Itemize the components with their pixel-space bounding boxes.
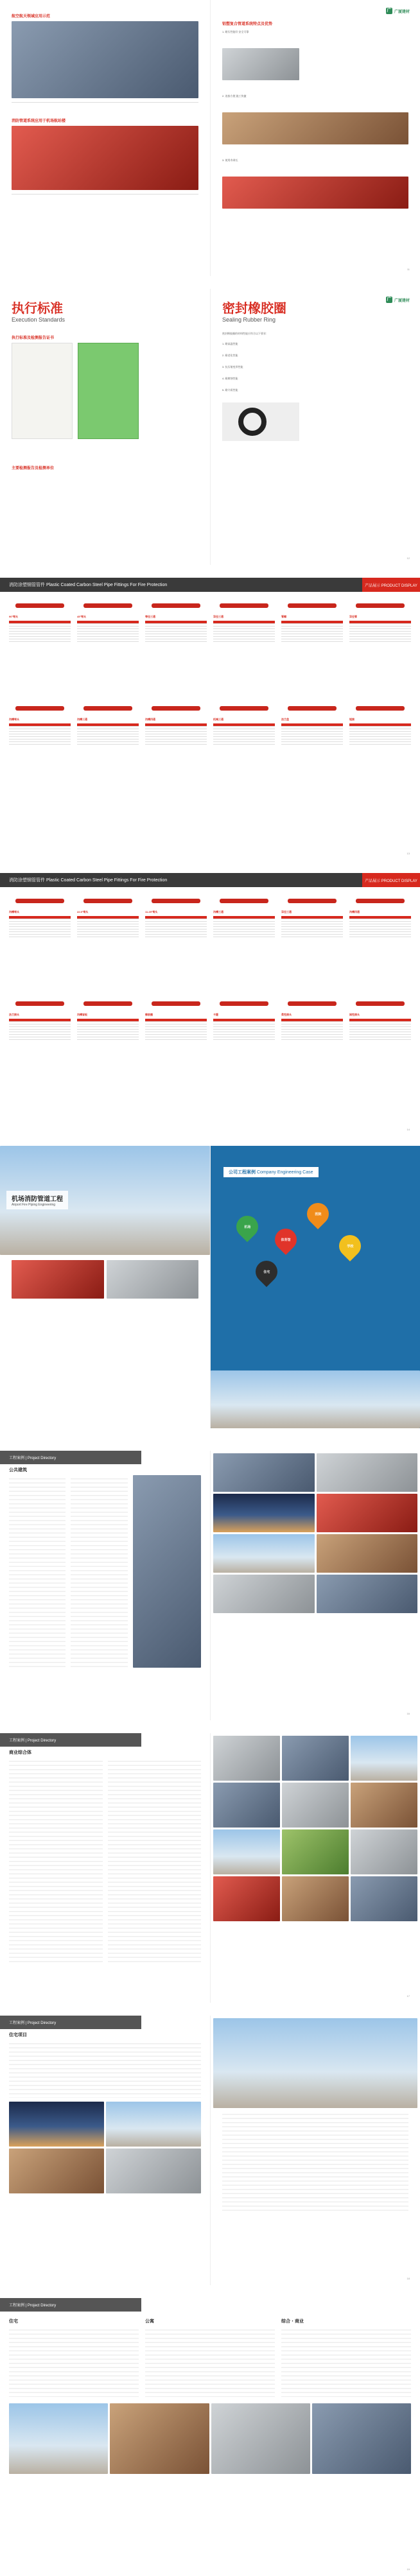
spread-project-dir-4: 工程案例 | Project Directory 住宅 公寓 综合・商业 19 (0, 2298, 420, 2576)
pipe-photo (12, 126, 198, 190)
fitting-icon (281, 996, 343, 1010)
product-item: 90°弯头 (9, 598, 71, 695)
project-photo (213, 1453, 315, 1492)
detail-photo (107, 1260, 199, 1299)
logo-icon: 广 (387, 8, 392, 13)
logo-icon: 广 (387, 297, 392, 302)
fitting-icon (9, 996, 71, 1010)
product-item: 异径管 (349, 598, 411, 695)
project-photo (211, 2403, 310, 2474)
product-item: 异径三通 (213, 598, 275, 695)
project-photo (213, 2018, 417, 2108)
standards-subtitle: Execution Standards (12, 316, 66, 323)
section-title: 铝塑复合管道系统特点及优势 (222, 22, 273, 26)
project-list (71, 1475, 127, 1668)
project-list (108, 1758, 202, 1963)
project-photo (9, 2102, 104, 2147)
project-photo (110, 2403, 209, 2474)
spread-project-dir-2 (0, 1733, 420, 2003)
project-list (9, 2326, 139, 2397)
fitting-icon (213, 701, 275, 715)
fitting-icon (145, 701, 207, 715)
display-badge: 产品展示 PRODUCT DISPLAY (362, 873, 420, 887)
product-item: 刚性接头 (349, 996, 411, 1093)
photo-half (210, 2016, 420, 2285)
pin-cluster (211, 1177, 420, 1306)
project-photo (282, 1829, 349, 1874)
project-photo (213, 1534, 315, 1573)
product-banner: 消防涂塑钢管管件 Plastic Coated Carbon Steel Pipe Fittings For Fire Protection 产品展示 PRODUCT DISPLAY (0, 873, 420, 887)
fitting-icon (9, 894, 71, 908)
feature-item: 1. 耐压性能好 安全可靠 (222, 30, 249, 33)
rubber-item: 5. 耐介质性能 (222, 388, 238, 392)
directory-half: 工程案例 | Project Directory 商业综合体 (0, 1733, 210, 2003)
product-item: 柔性接头 (281, 996, 343, 1093)
map-pin: 医院 (302, 1198, 333, 1229)
page-number: 18 (407, 2277, 410, 2280)
page-number: 17 (407, 1994, 410, 1998)
product-item: 橡胶圈 (145, 996, 207, 1093)
fitting-icon (9, 701, 71, 715)
product-item: 卡箍 (213, 996, 275, 1093)
page-number: 19 (407, 2568, 410, 2571)
stadium-photo (211, 1370, 420, 1428)
feature-item: 3. 使用寿命长 (222, 159, 238, 162)
project-photo (9, 2148, 104, 2193)
fitting-icon (145, 996, 207, 1010)
rubber-item: 4. 耐腐蚀性能 (222, 377, 238, 380)
airport-hall-photo (0, 1146, 210, 1255)
product-item: 沟槽三通 (213, 894, 275, 990)
product-item: 沟槽三通 (77, 701, 139, 797)
product-item: 等径三通 (145, 598, 207, 695)
page-number: 14 (407, 1128, 410, 1131)
fitting-icon (349, 894, 411, 908)
project-photo (213, 1876, 280, 1921)
airport-half (0, 1146, 210, 1428)
project-photo (106, 2148, 201, 2193)
directory-header: 工程案例 | Project Directory (0, 1451, 141, 1464)
fitting-icon (213, 996, 275, 1010)
project-list (9, 1475, 66, 1668)
project-photo (351, 1736, 417, 1781)
project-photo (317, 1453, 418, 1492)
directory-header: 工程案例 | Project Directory (0, 2298, 141, 2312)
fitting-icon (145, 598, 207, 612)
product-item: 短接 (349, 701, 411, 797)
product-item: 法兰盘 (281, 701, 343, 797)
rubber-item: 3. 抗压缩变形性能 (222, 365, 243, 368)
project-photo (351, 1876, 417, 1921)
fitting-icon (77, 598, 139, 612)
directory-header: 工程案例 | Project Directory (0, 1733, 141, 1747)
project-photo (317, 1494, 418, 1532)
right-half (210, 0, 420, 276)
project-photo (213, 1783, 280, 1828)
map-pin: 住宅 (251, 1256, 282, 1287)
product-item: 异径三通 (281, 894, 343, 990)
product-grid (0, 887, 420, 1099)
spread-products-1 (0, 578, 420, 860)
page-number: 12 (407, 557, 410, 560)
project-photo (312, 2403, 411, 2474)
product-item: 沟槽四通 (349, 894, 411, 990)
diagram-photo (222, 48, 299, 80)
project-list (222, 2111, 408, 2213)
product-item: 法兰接头 (9, 996, 71, 1093)
product-item: 11.25°弯头 (145, 894, 207, 990)
report-doc (78, 343, 139, 439)
fitting-icon (349, 996, 411, 1010)
product-item: 机械三通 (213, 701, 275, 797)
product-item: 管帽 (281, 598, 343, 695)
product-item: 22.5°弯头 (77, 894, 139, 990)
detail-photo (12, 1260, 104, 1299)
rubber-half: 广 广厦建材 密封橡胶圈 Sealing Rubber Ring 密封橡胶圈的材料性能应符合以下要求： 1. 耐高温性能 2. 耐老化性能 3. 抗压缩变形性能 4. 耐腐蚀性能 5. 耐介质性能 12 (210, 289, 420, 565)
standard-doc (12, 343, 73, 439)
section-title: 航空航天领域应用示范 (12, 15, 51, 19)
rubber-ring-image (222, 402, 299, 441)
project-photo (213, 1575, 315, 1613)
feature-item: 2. 连接方便 施工快捷 (222, 94, 247, 98)
rubber-subtitle: Sealing Rubber Ring (222, 316, 276, 323)
company-case-title: 公司工程案例 Company Engineering Case (223, 1167, 319, 1177)
spread-application (0, 0, 420, 276)
spread-products-2 (0, 873, 420, 1136)
product-item: 沟槽弯头 (9, 701, 71, 797)
project-photo (106, 2102, 201, 2147)
project-photo (133, 1475, 201, 1668)
page-number: 13 (407, 852, 410, 855)
feature-list (222, 30, 408, 209)
product-item: 45°弯头 (77, 598, 139, 695)
directory-header: 工程案例 | Project Directory (0, 2016, 141, 2029)
product-grid (0, 592, 420, 804)
fitting-icon (213, 598, 275, 612)
rubber-title: 密封橡胶圈 (222, 302, 286, 316)
display-badge: 产品展示 PRODUCT DISPLAY (362, 578, 420, 592)
project-list (281, 2326, 411, 2397)
section-title: 消防管道系统应用于机场航站楼 (12, 119, 66, 123)
fitting-icon (77, 894, 139, 908)
site-photo (222, 177, 408, 209)
project-photo (351, 1829, 417, 1874)
install-photo (222, 112, 408, 144)
project-photo (213, 1736, 280, 1781)
fitting-icon (145, 894, 207, 908)
map-pin: 学校 (335, 1231, 365, 1261)
photo-half (210, 1451, 420, 1720)
case-subtitle: Airport Fire Piping Engineering (12, 1203, 56, 1207)
map-pin: 机场 (232, 1211, 263, 1242)
rubber-item: 1. 耐高温性能 (222, 342, 238, 345)
spread-standards (0, 289, 420, 565)
product-item: 沟槽盲板 (77, 996, 139, 1093)
rubber-item: 2. 耐老化性能 (222, 354, 238, 357)
project-photo (282, 1876, 349, 1921)
fitting-icon (9, 598, 71, 612)
directory-half: 工程案例 | Project Directory 住宅项目 (0, 2016, 210, 2285)
directory-half: 工程案例 | Project Directory 公共建筑 (0, 1451, 210, 1720)
left-half (0, 0, 210, 276)
standards-half: 执行标准 Execution Standards 执行标准及检测报告证书 主要检测报告及检测单位 (0, 289, 210, 565)
project-photo (282, 1736, 349, 1781)
project-photo (317, 1575, 418, 1613)
standards-title: 执行标准 (12, 302, 63, 316)
fitting-icon (349, 701, 411, 715)
fitting-icon (213, 894, 275, 908)
map-pin: 体育馆 (270, 1224, 301, 1255)
case-title: 机场消防管道工程 (12, 1196, 63, 1203)
product-banner: 消防涂塑钢管管件 Plastic Coated Carbon Steel Pipe Fittings For Fire Protection 产品展示 PRODUCT DISPLAY (0, 578, 420, 592)
project-photo (9, 2403, 108, 2474)
fitting-icon (77, 996, 139, 1010)
page-number: 16 (407, 1712, 410, 1715)
product-item: 沟槽弯头 (9, 894, 71, 990)
page-number: 11 (407, 268, 410, 271)
spread-project-dir-1 (0, 1451, 420, 1720)
spread-airport-case (0, 1146, 420, 1428)
fitting-icon (281, 894, 343, 908)
project-photo (213, 1829, 280, 1874)
project-photo (317, 1534, 418, 1573)
project-list (145, 2326, 275, 2397)
spread-project-dir-3 (0, 2016, 420, 2285)
fitting-icon (77, 701, 139, 715)
photo-half (210, 1733, 420, 2003)
fitting-icon (349, 598, 411, 612)
project-photo (351, 1783, 417, 1828)
airport-photo (12, 21, 198, 98)
project-list (9, 2040, 201, 2098)
fitting-icon (281, 701, 343, 715)
product-item: 沟槽四通 (145, 701, 207, 797)
project-photo (213, 1494, 315, 1532)
company-logo: 广 广厦建材 (387, 8, 410, 14)
company-logo: 广 广厦建材 (387, 297, 410, 303)
project-photo (282, 1783, 349, 1828)
company-case-half (210, 1146, 420, 1428)
fitting-icon (281, 598, 343, 612)
project-list (9, 1758, 103, 1963)
